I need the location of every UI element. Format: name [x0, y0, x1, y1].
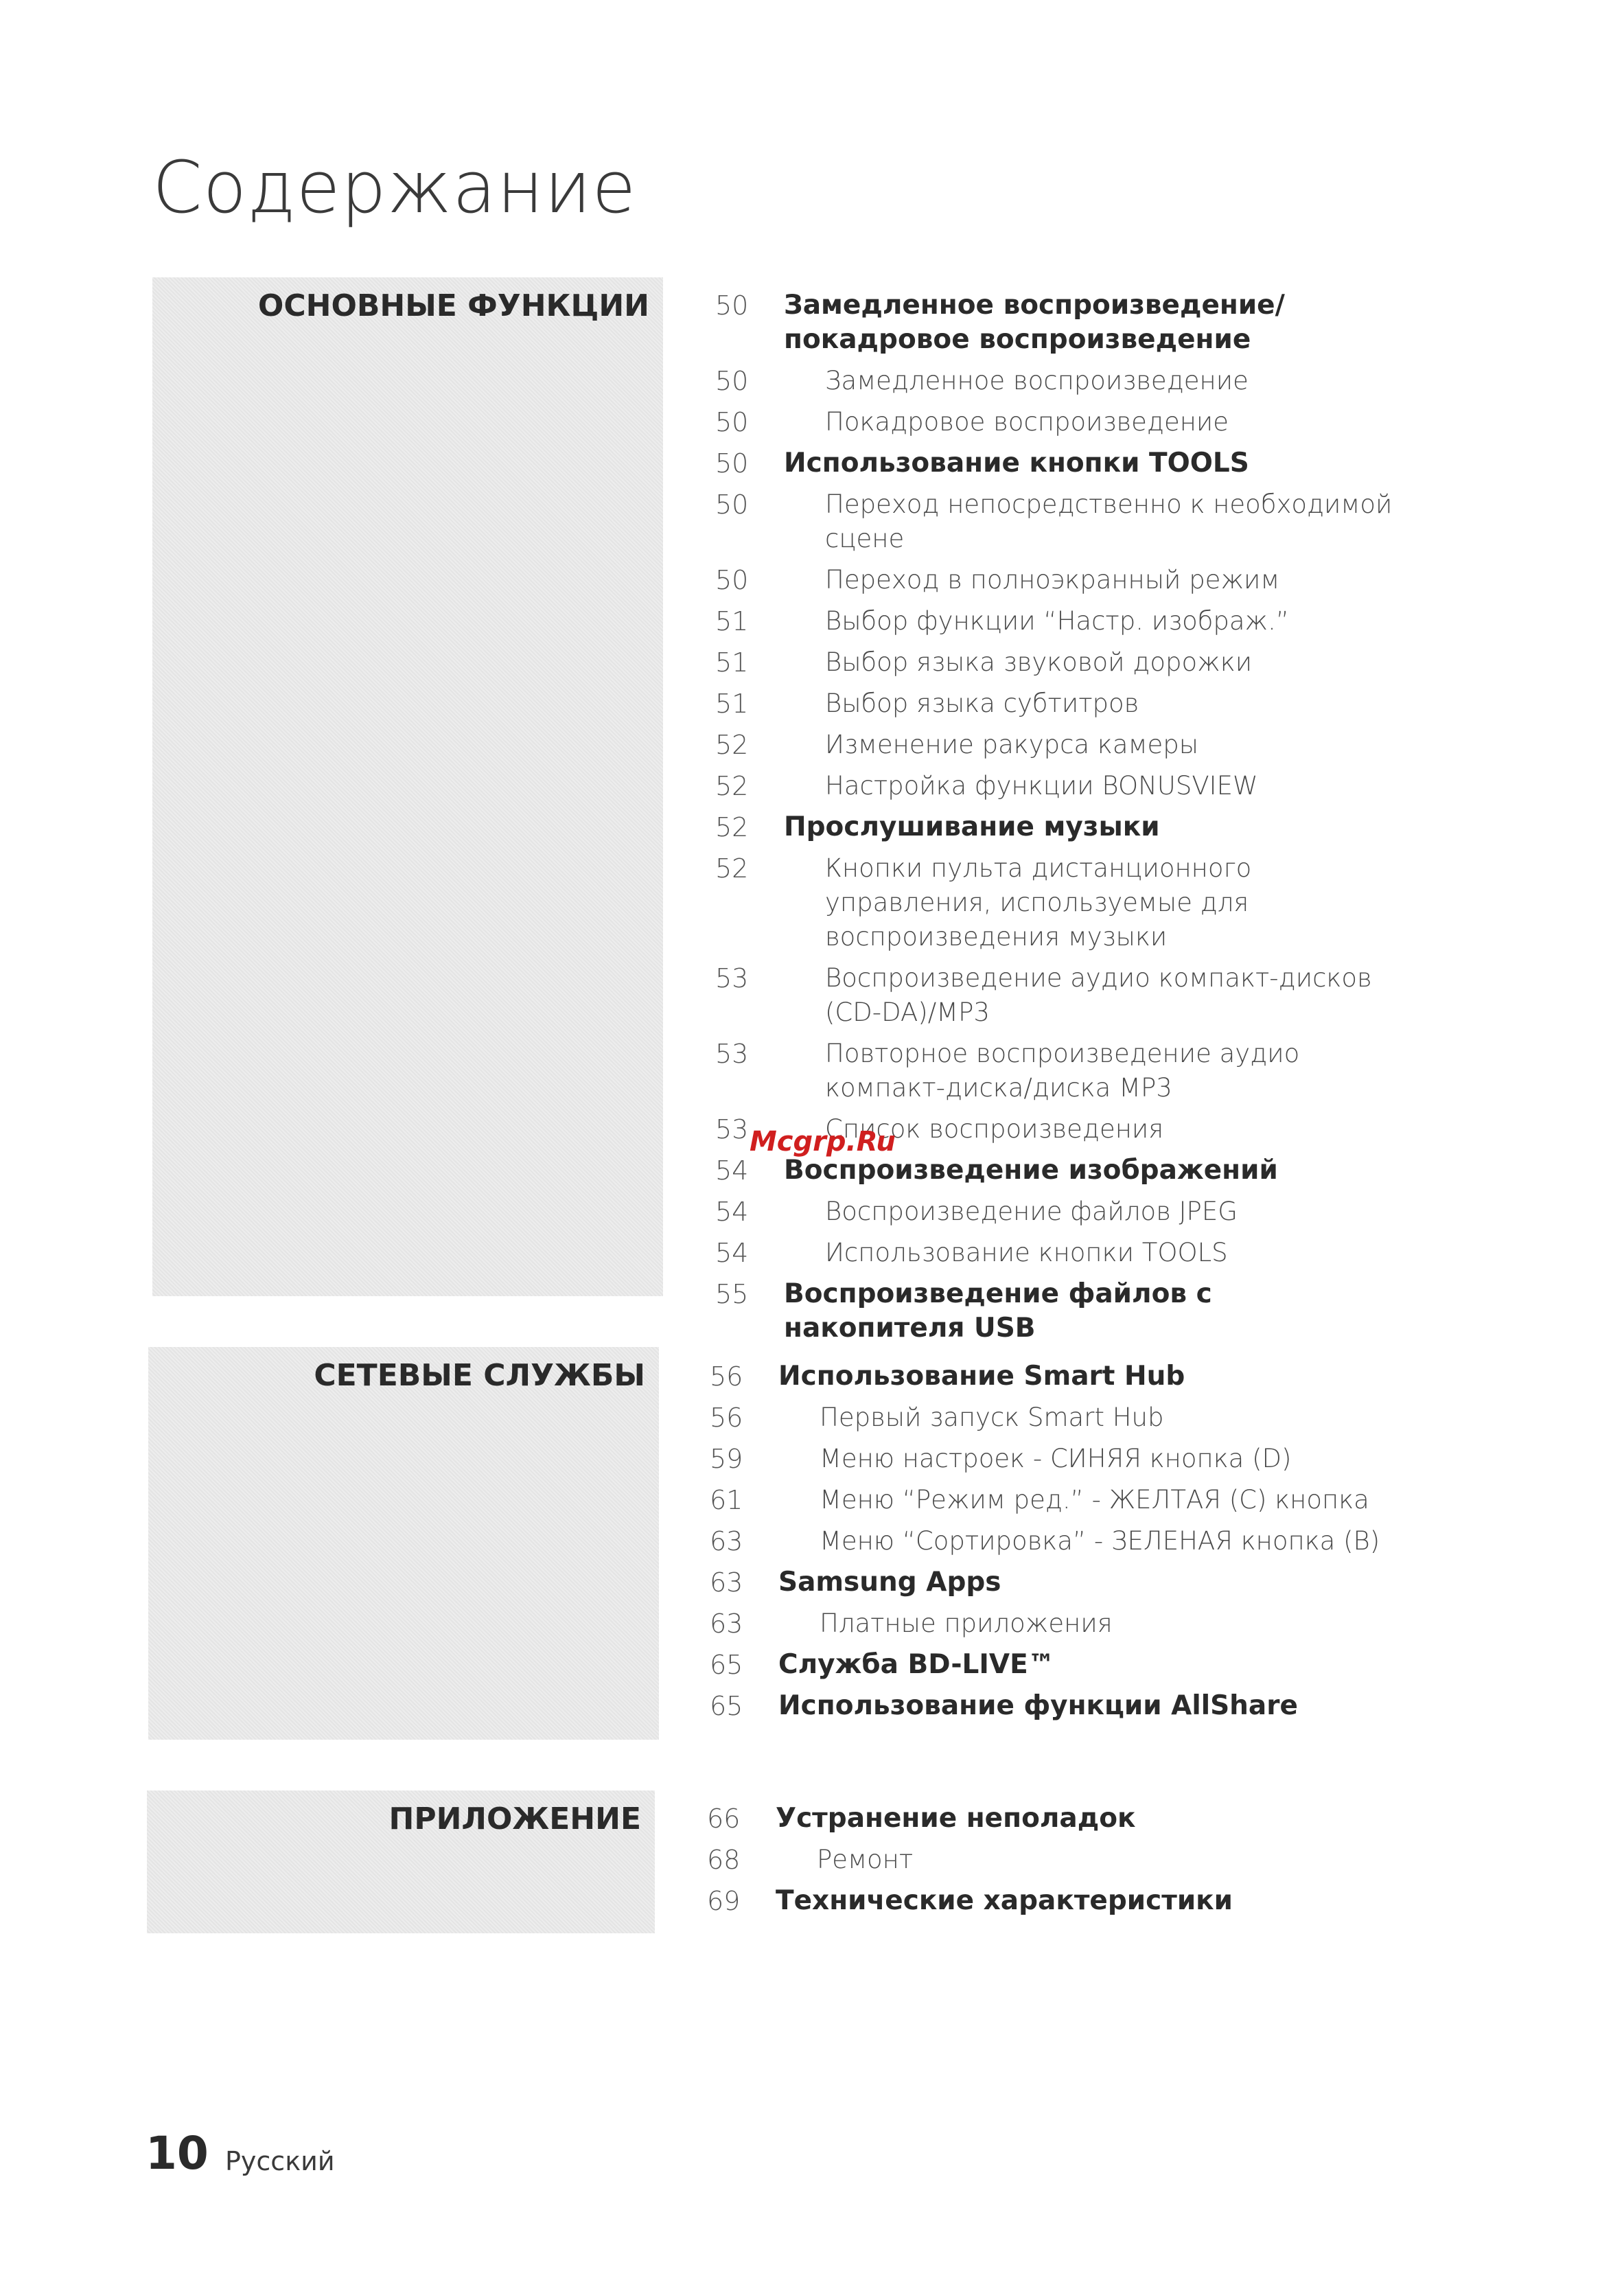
- toc-entry-title: Использование кнопки TOOLS: [825, 1238, 1228, 1267]
- toc-entry-title: Ремонт: [817, 1845, 914, 1874]
- toc-page-number: 52: [715, 812, 749, 842]
- toc-page-number: 54: [715, 1155, 749, 1186]
- toc-entry-title: Первый запуск Smart Hub: [820, 1403, 1164, 1432]
- section-box-basic-functions: [152, 277, 663, 1296]
- toc-list-network-services: [710, 1359, 1396, 1730]
- toc-subentry: [715, 1195, 1402, 1229]
- toc-subentry: [715, 563, 1402, 597]
- toc-page-number: 68: [707, 1845, 741, 1875]
- toc-page-number: 69: [707, 1886, 741, 1916]
- toc-entry: [715, 1153, 1402, 1188]
- toc-entry-title: Выбор функции “Настр. изображ.”: [825, 606, 1290, 636]
- watermark-logo: Mcgrp.Ru: [750, 1126, 896, 1158]
- toc-subentry: [715, 604, 1402, 638]
- toc-page-number: 65: [710, 1650, 743, 1680]
- toc-entry-title: Список воспроизведения: [825, 1114, 1164, 1144]
- toc-page-number: 52: [715, 771, 749, 801]
- toc-page-number: 66: [707, 1804, 741, 1834]
- toc-page-number: 50: [715, 565, 749, 595]
- toc-entry-title: Воспроизведение файлов с накопителя USB: [784, 1278, 1212, 1344]
- toc-subentry: [710, 1401, 1396, 1435]
- toc-entry: [710, 1359, 1396, 1394]
- toc-subentry: [715, 961, 1402, 1030]
- toc-page-number: 63: [710, 1526, 743, 1556]
- toc-page-number: 50: [715, 490, 749, 520]
- toc-entry-title: Замедленное воспроизведение/покадровое воспроизведение: [784, 290, 1285, 355]
- toc-page-number: 50: [715, 366, 749, 396]
- toc-subentry: [715, 1037, 1402, 1105]
- toc-subentry: [707, 1843, 1393, 1877]
- toc-subentry: [710, 1607, 1396, 1641]
- toc-page-number: 54: [715, 1238, 749, 1268]
- toc-entry-title: Использование функции AllShare: [778, 1690, 1298, 1721]
- toc-page-number: 52: [715, 853, 749, 884]
- toc-page-number: 54: [715, 1197, 749, 1227]
- toc-page-number: 53: [715, 1114, 749, 1144]
- toc-entry-title: Служба BD-LIVE™: [778, 1649, 1055, 1680]
- toc-page-number: 51: [715, 647, 749, 678]
- toc-entry-title: Воспроизведение файлов JPEG: [825, 1197, 1238, 1226]
- toc-page-number: 56: [710, 1361, 743, 1392]
- toc-page-number: 53: [715, 963, 749, 993]
- toc-entry: [707, 1801, 1393, 1836]
- toc-page-number: 53: [715, 1039, 749, 1069]
- toc-entry-title: Кнопки пульта дистанционного управления, используемые для воспроизведения музыки: [825, 853, 1252, 952]
- toc-page-number: 52: [715, 730, 749, 760]
- toc-entry-title: Использование Smart Hub: [778, 1361, 1185, 1392]
- page-title: Содержание: [152, 146, 637, 229]
- toc-entry-title: Платные приложения: [820, 1609, 1113, 1638]
- toc-entry: [715, 1277, 1402, 1346]
- toc-page-number: 50: [715, 290, 749, 321]
- toc-subentry: [715, 405, 1402, 439]
- toc-page-number: 65: [710, 1691, 743, 1721]
- toc-entry-title: Воспроизведение изображений: [784, 1155, 1278, 1186]
- toc-entry-title: Прослушивание музыки: [784, 811, 1160, 842]
- toc-entry-title: Переход непосредственно к необходимой сцене: [825, 490, 1393, 553]
- toc-subentry: [715, 364, 1402, 398]
- toc-page-number: 63: [710, 1609, 743, 1639]
- section-box-appendix: [147, 1790, 655, 1933]
- section-label: ПРИЛОЖЕНИЕ: [388, 1801, 641, 1836]
- toc-page-number: 51: [715, 689, 749, 719]
- toc-entry: [715, 288, 1402, 357]
- toc-entry-title: Технические характеристики: [776, 1885, 1233, 1916]
- toc-page-number: 50: [715, 407, 749, 437]
- toc-entry-title: Повторное воспроизведение аудио компакт-диска/диска MP3: [825, 1039, 1300, 1103]
- toc-subentry: [715, 687, 1402, 721]
- toc-entry: [710, 1648, 1396, 1682]
- toc-entry-title: Выбор языка субтитров: [825, 689, 1139, 718]
- toc-subentry: [710, 1442, 1396, 1476]
- toc-entry: [710, 1689, 1396, 1723]
- toc-entry-title: Меню “Режим ред.” - ЖЕЛТАЯ (C) кнопка: [820, 1485, 1369, 1515]
- toc-entry-title: Меню “Сортировка” - ЗЕЛЕНАЯ кнопка (B): [820, 1526, 1380, 1556]
- section-label: СЕТЕВЫЕ СЛУЖБЫ: [314, 1358, 645, 1393]
- toc-entry-title: Покадровое воспроизведение: [825, 407, 1229, 437]
- toc-entry-title: Изменение ракурса камеры: [825, 730, 1199, 759]
- toc-page-number: 56: [710, 1403, 743, 1433]
- toc-entry-title: Воспроизведение аудио компакт-дисков (CD-DA)/MP3: [825, 963, 1372, 1027]
- toc-subentry: [715, 728, 1402, 762]
- toc-entry: [710, 1565, 1396, 1600]
- toc-subentry: [710, 1524, 1396, 1558]
- toc-page-number: 55: [715, 1279, 749, 1309]
- toc-subentry: [715, 1236, 1402, 1270]
- toc-entry: [707, 1884, 1393, 1918]
- section-label: ОСНОВНЫЕ ФУНКЦИИ: [257, 288, 649, 323]
- toc-subentry: [715, 851, 1402, 954]
- toc-page-number: 50: [715, 448, 749, 479]
- toc-page-number: 51: [715, 606, 749, 636]
- toc-entry: [715, 810, 1402, 844]
- toc-subentry: [710, 1483, 1396, 1517]
- toc-page-number: 59: [710, 1444, 743, 1474]
- toc-subentry: [715, 487, 1402, 556]
- toc-entry-title: Настройка функции BONUSVIEW: [825, 771, 1258, 801]
- toc-list-appendix: [707, 1801, 1393, 1925]
- toc-entry-title: Переход в полноэкранный режим: [825, 565, 1280, 595]
- toc-page-number: 63: [710, 1567, 743, 1598]
- toc-page-number: 61: [710, 1485, 743, 1515]
- toc-entry-title: Устранение неполадок: [776, 1803, 1136, 1834]
- section-box-network-services: [148, 1347, 659, 1740]
- toc-entry-title: Использование кнопки TOOLS: [784, 448, 1249, 479]
- toc-entry: [715, 446, 1402, 481]
- toc-subentry: [715, 645, 1402, 680]
- page-number: 10: [146, 2127, 209, 2180]
- toc-entry-title: Меню настроек - СИНЯЯ кнопка (D): [820, 1444, 1292, 1473]
- page-language: Русский: [225, 2146, 335, 2176]
- toc-entry-title: Выбор языка звуковой дорожки: [825, 647, 1253, 677]
- toc-subentry: [715, 769, 1402, 803]
- toc-entry-title: Замедленное воспроизведение: [825, 366, 1249, 395]
- toc-list-basic-functions: [715, 288, 1402, 1352]
- toc-entry-title: Samsung Apps: [778, 1567, 1001, 1598]
